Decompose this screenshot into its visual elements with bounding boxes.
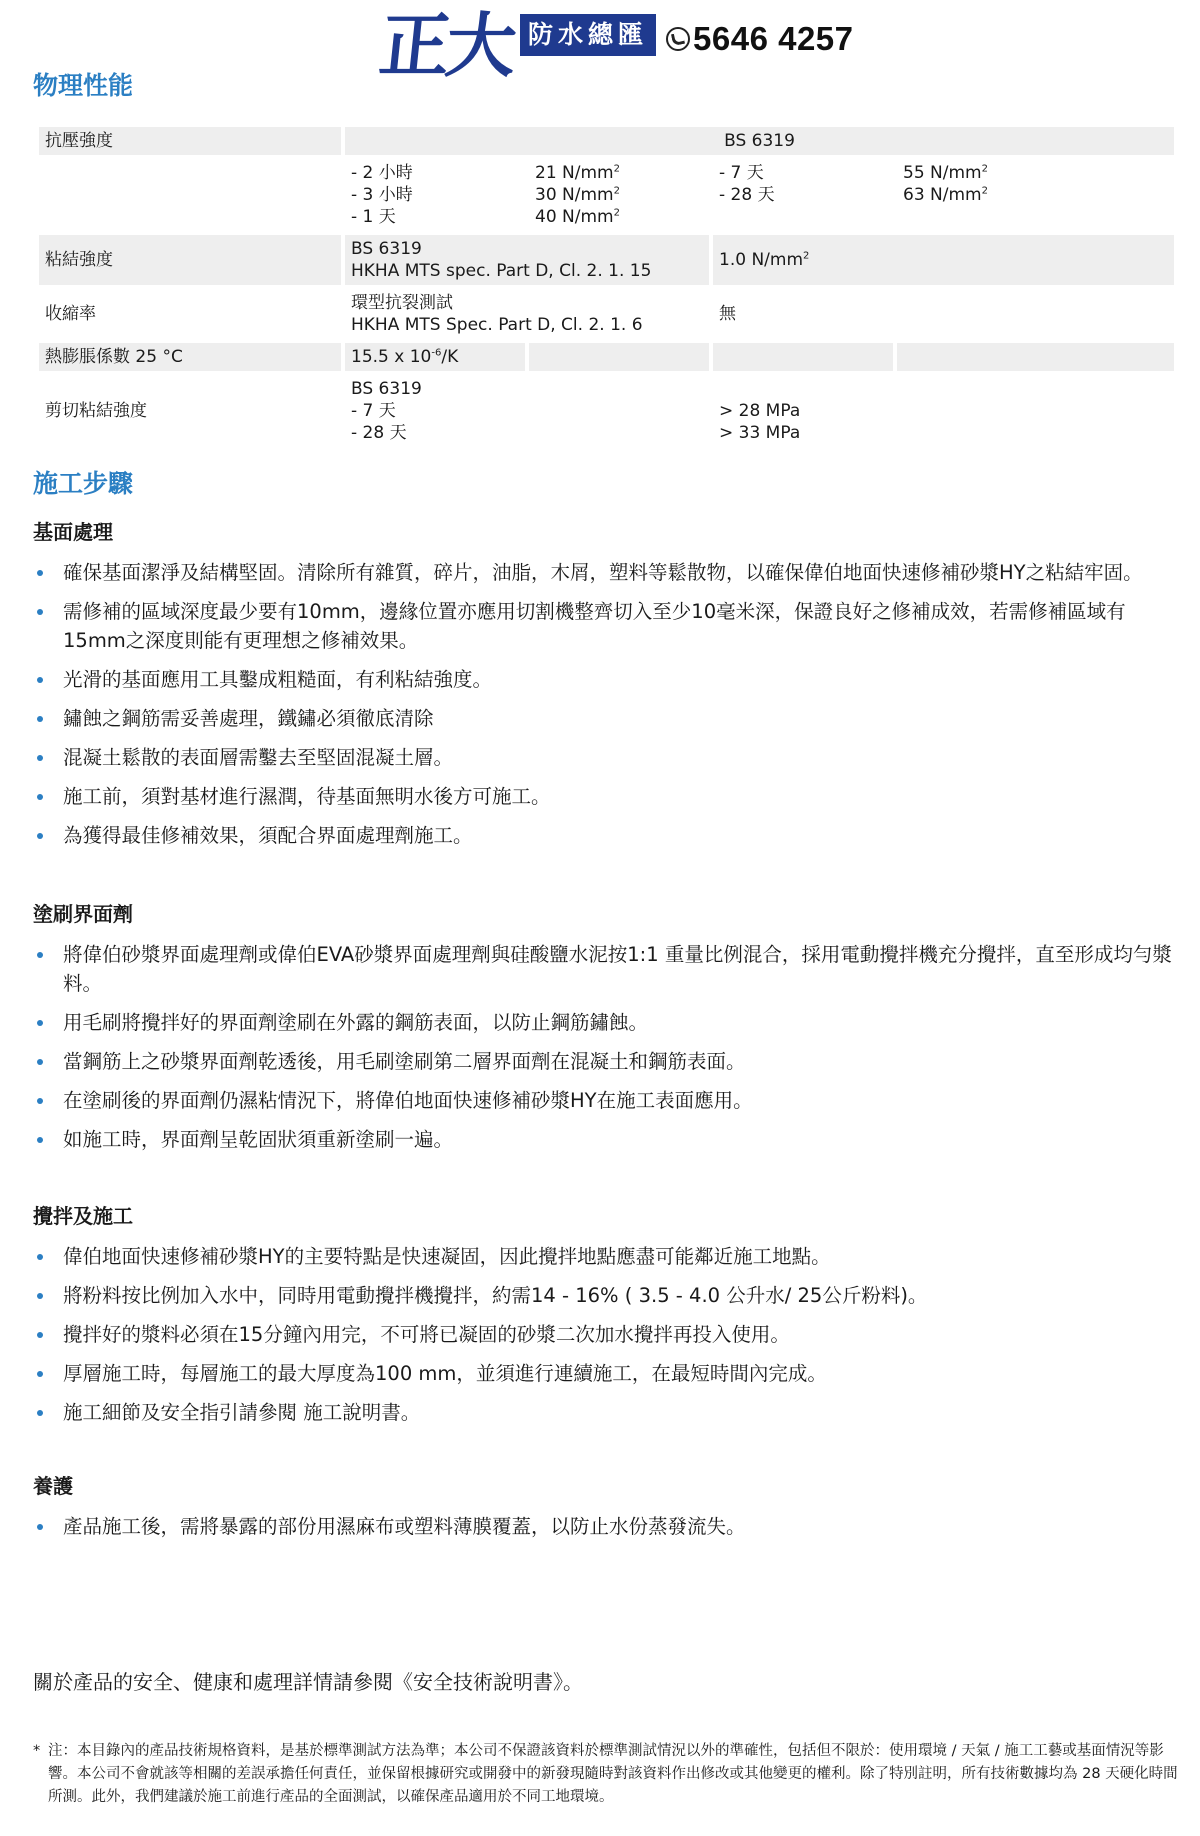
row-label: 粘結強度 [39, 235, 341, 285]
list-item: 偉伯地面快速修補砂漿HY的主要特點是快速凝固，因此攪拌地點應盡可能鄰近施工地點。 [33, 1242, 1183, 1271]
subheading-primer: 塗刷界面劑 [33, 902, 133, 926]
shear-standard: BS 6319 - 7 天 - 28 天 [345, 375, 709, 447]
list-item: 光滑的基面應用工具鑿成粗糙面，有利粘結強度。 [33, 665, 1183, 694]
list-item: 將偉伯砂漿界面處理劑或偉伯EVA砂漿界面處理劑與硅酸鹽水泥按1:1 重量比例混合，採用電動攪拌機充分攪拌，直至形成均勻漿料。 [33, 940, 1183, 998]
table-row [39, 343, 1174, 371]
table-row [39, 289, 1174, 339]
list-item: 施工前，須對基材進行濕潤，待基面無明水後方可施工。 [33, 782, 1183, 811]
note-asterisk: * [33, 1743, 41, 1759]
list-item: 在塗刷後的界面劑仍濕粘情況下，將偉伯地面快速修補砂漿HY在施工表面應用。 [33, 1086, 1183, 1115]
list-item: 如施工時，界面劑呈乾固狀須重新塗刷一遍。 [33, 1125, 1183, 1154]
list-item: 為獲得最佳修補效果，須配合界面處理劑施工。 [33, 821, 1183, 850]
compressive-times-1: - 2 小時 - 3 小時 - 1 天 [345, 159, 525, 231]
row-label: 熱膨脹係數 25 °C [39, 343, 341, 371]
list-item: 混凝土鬆散的表面層需鑿去至堅固混凝土層。 [33, 743, 1183, 772]
table-row [39, 235, 1174, 285]
physical-properties-table [35, 123, 1178, 451]
primer-list [33, 940, 1183, 1164]
list-item: 需修補的區域深度最少要有10mm，邊緣位置亦應用切割機整齊切入至少10毫米深，保證良好之修補成效，若需修補區域有15mm之深度則能有更理想之修補效果。 [33, 597, 1183, 655]
table-row [39, 127, 1174, 155]
shrink-standard: 環型抗裂測試 HKHA MTS Spec. Part D, Cl. 2. 1. 6 [345, 289, 709, 339]
list-item: 攪拌好的漿料必須在15分鐘內用完，不可將已凝固的砂漿二次加水攪拌再投入使用。 [33, 1320, 1183, 1349]
list-item: 產品施工後，需將暴露的部份用濕麻布或塑料薄膜覆蓋，以防止水份蒸發流失。 [33, 1512, 1183, 1541]
contact-phone[interactable] [666, 20, 854, 58]
mixing-list [33, 1242, 1183, 1437]
substrate-list [33, 558, 1183, 860]
thermal-value: 15.5 x $10^{-6}/K$ [345, 343, 525, 371]
whatsapp-icon [666, 27, 690, 51]
disclaimer-note [33, 1740, 1183, 1809]
section-title-procedure: 施工步驟 [33, 469, 134, 498]
table-row [39, 159, 1174, 231]
row-label: 剪切粘結強度 [39, 375, 341, 447]
logo-brand: 正大 [375, 4, 517, 87]
list-item: 將粉料按比例加入水中，同時用電動攪拌機攪拌，約需14 - 16% ( 3.5 - 4.0 公升水/ 25公斤粉料)。 [33, 1281, 1183, 1310]
compressive-values-2: 55 $N/mm^2$ 63 $N/mm^2$ [897, 159, 1174, 231]
company-logo [375, 4, 854, 87]
row-label: 抗壓強度 [39, 127, 341, 155]
list-item: 施工細節及安全指引請參閱 施工說明書。 [33, 1398, 1183, 1427]
list-item: 確保基面潔淨及結構堅固。清除所有雜質，碎片，油脂，木屑，塑料等鬆散物，以確保偉伯地面快速修補砂漿HY之粘結牢固。 [33, 558, 1183, 587]
list-item: 用毛刷將攪拌好的界面劑塗刷在外露的鋼筋表面，以防止鋼筋鏽蝕。 [33, 1008, 1183, 1037]
section-title-physical: 物理性能 [33, 71, 134, 100]
phone-number: 5646 4257 [693, 20, 854, 57]
table-row [39, 375, 1174, 447]
row-label: 收縮率 [39, 289, 341, 339]
list-item: 當鋼筋上之砂漿界面劑乾透後，用毛刷塗刷第二層界面劑在混凝土和鋼筋表面。 [33, 1047, 1183, 1076]
safety-notice: 關於產品的安全、健康和處理詳情請參閱《安全技術說明書》。 [33, 1670, 583, 1694]
bond-standard: BS 6319 HKHA MTS spec. Part D, Cl. 2. 1. 15 [345, 235, 709, 285]
list-item: 厚層施工時，每層施工的最大厚度為100 mm，並須進行連續施工，在最短時間內完成。 [33, 1359, 1183, 1388]
logo-tagline: 防水總匯 [520, 14, 656, 56]
note-text: 注：本目錄內的產品技術規格資料，是基於標準測試方法為準；本公司不保證該資料於標準測試情況以外的準確性，包括但不限於：使用環境 / 天氣 / 施工工藝或基面情況等影響。本公司不會就該等相關的差誤承擔任何責任，並保留根據研究或開發中的新發現隨時對該資料作出修改或其他變更的權利。除了特別註明，所有技術數據均為 28 天硬化時間所測。此外，我們建議於施工前進行產品的全面測試，以確保產品適用於不同工地環境。 [48, 1743, 1178, 1805]
subheading-mixing: 攪拌及施工 [33, 1204, 133, 1228]
compressive-times-2: - 7 天 - 28 天 [713, 159, 893, 231]
shrink-value: 無 [713, 289, 1174, 339]
bond-value: 1.0 $N/mm^2$ [713, 235, 1174, 285]
shear-values: > 28 MPa > 33 MPa [713, 375, 1174, 447]
list-item: 鏽蝕之鋼筋需妥善處理，鐵鏽必須徹底清除 [33, 704, 1183, 733]
compressive-standard: BS 6319 [345, 127, 1174, 155]
subheading-substrate: 基面處理 [33, 520, 113, 544]
subheading-curing: 養護 [33, 1474, 73, 1498]
curing-list [33, 1512, 1183, 1551]
compressive-values-1: 21 $N/mm^2$ 30 $N/mm^2$ 40 $N/mm^2$ [529, 159, 709, 231]
